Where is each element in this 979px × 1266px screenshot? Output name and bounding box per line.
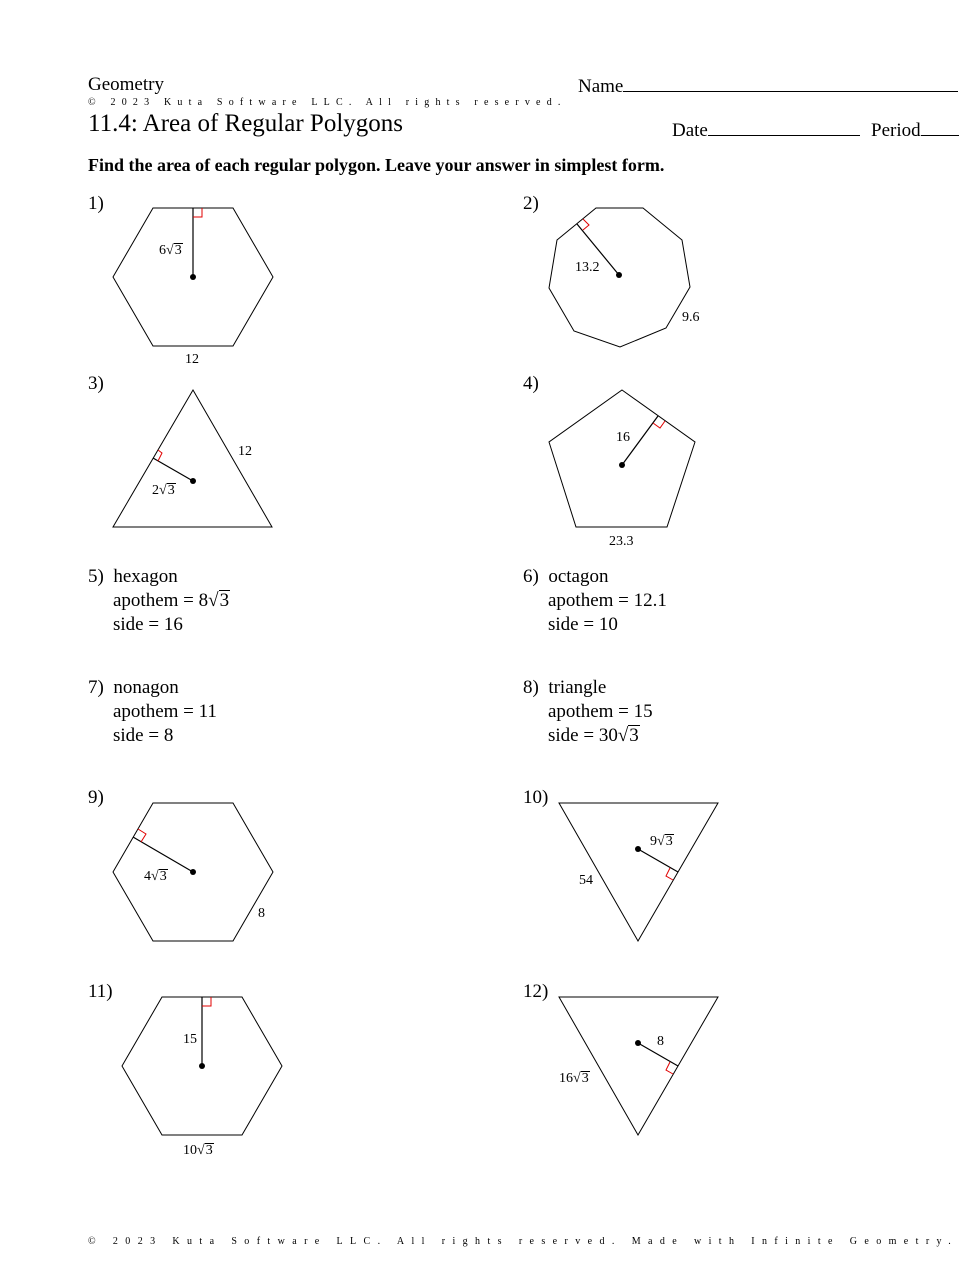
triangle-figure [559,997,718,1135]
side-label: 9.6 [682,310,700,325]
apothem-line [638,849,678,872]
problem-number: 9) [88,787,104,808]
page-title: 11.4: Area of Regular Polygons [88,110,404,137]
apothem-label: 8 [657,1034,664,1049]
problem-number: 3) [88,373,104,394]
triangle-figure [559,803,718,941]
problem-number: 1) [88,193,104,214]
side-label: 8 [258,906,265,921]
problem-number: 5) [88,566,104,587]
right-angle-marker [193,208,202,217]
name-label: Name [578,76,624,97]
apothem-line [153,458,193,481]
pentagon-figure [549,390,695,527]
right-angle-marker [666,1062,673,1074]
shape-name: hexagon [113,566,178,587]
side-text: side = 16 [113,614,183,635]
problem-number: 8) [523,677,539,698]
apothem-text: apothem = 8√3 [113,590,230,611]
instructions: Find the area of each regular polygon. Leave your answer in simplest form. [88,155,665,175]
center-dot [635,846,641,852]
apothem-label: 6√3 [159,243,182,258]
problem-number: 7) [88,677,104,698]
side-label: 12 [185,352,199,367]
side-text: side = 30√3 [548,725,639,746]
right-angle-marker [666,868,673,880]
side-text: side = 10 [548,614,618,635]
copyright-top: © 2023 Kuta Software LLC. All rights reserved. [88,97,567,108]
apothem-text: apothem = 15 [548,701,653,722]
side-label: 16√3 [559,1071,589,1086]
apothem-label: 9√3 [650,834,673,849]
apothem-label: 13.2 [575,260,600,275]
shape-name: nonagon [113,677,179,698]
apothem-label: 4√3 [144,869,167,884]
problem-number: 6) [523,566,539,587]
right-angle-marker [158,450,162,461]
problem-number: 4) [523,373,539,394]
period-label: Period [871,120,921,141]
side-label: 23.3 [609,534,634,549]
apothem-text: apothem = 12.1 [548,590,667,611]
apothem-label: 2√3 [152,483,175,498]
side-label: 54 [579,873,593,888]
course-name: Geometry [88,74,164,95]
side-label: 12 [238,444,252,459]
side-text: side = 8 [113,725,174,746]
shape-name: octagon [548,566,609,587]
right-angle-marker [202,997,211,1006]
apothem-line [133,837,193,872]
right-angle-marker [653,421,665,428]
shape-name: triangle [548,677,607,698]
apothem-text: apothem = 11 [113,701,217,722]
center-dot [635,1040,641,1046]
center-dot [190,274,196,280]
problem-number: 10) [523,787,549,808]
footer-copyright: © 2023 Kuta Software LLC. All rights reserved. Made with Infinite Geometry. [88,1236,959,1247]
right-angle-marker [583,219,589,230]
apothem-label: 15 [183,1032,197,1047]
problem-number: 11) [88,981,113,1002]
problem-number: 2) [523,193,539,214]
side-label: 10√3 [183,1143,213,1158]
center-dot [619,462,625,468]
center-dot [190,478,196,484]
center-dot [616,272,622,278]
center-dot [190,869,196,875]
center-dot [199,1063,205,1069]
date-label: Date [672,120,708,141]
problem-number: 12) [523,981,549,1002]
apothem-label: 16 [616,430,630,445]
